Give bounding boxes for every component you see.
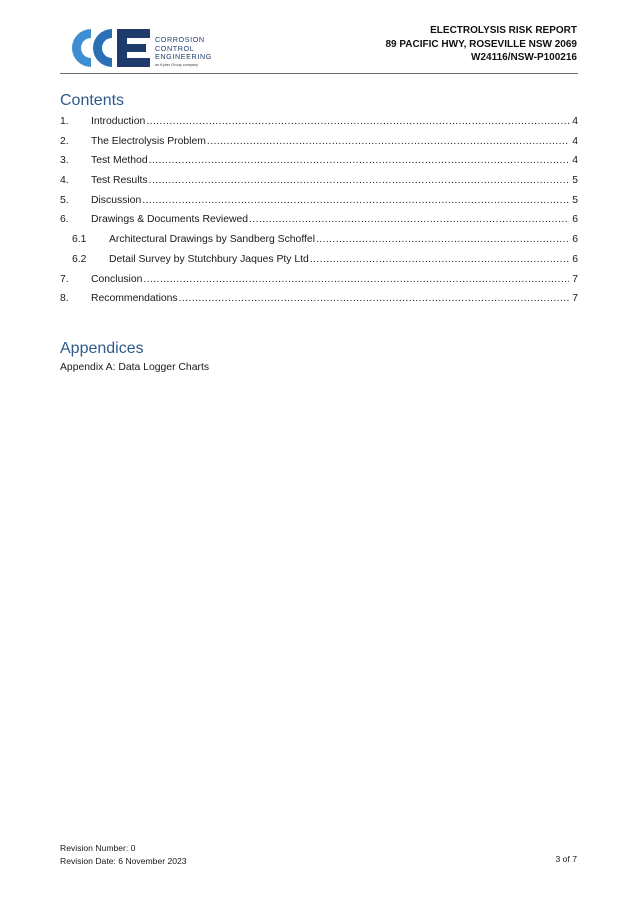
toc-number: 6. xyxy=(60,214,69,226)
page-footer-revision xyxy=(60,842,187,867)
appendix-item: Appendix A: Data Logger Charts xyxy=(60,362,210,373)
toc-subentry[interactable] xyxy=(60,230,578,250)
logo-tagline: an Kyber Group company xyxy=(155,62,199,67)
toc-leader-dots xyxy=(142,191,569,211)
company-logo xyxy=(70,25,210,71)
report-address: 89 PACIFIC HWY, ROSEVILLE NSW 2069 xyxy=(385,38,577,50)
toc-leader-dots xyxy=(143,270,569,290)
toc-leader-dots xyxy=(149,151,570,171)
toc-title: Introduction xyxy=(91,116,146,127)
report-header-info xyxy=(385,24,577,65)
toc-title: Detail Survey by Stutchbury Jaques Pty Ltd xyxy=(109,253,309,265)
toc-page: 4 xyxy=(572,135,578,147)
toc-number: 6.1 xyxy=(72,234,87,246)
cce-logo-icon xyxy=(70,25,150,71)
toc-entry[interactable] xyxy=(60,210,578,230)
toc-number: 3. xyxy=(60,155,69,167)
toc-title: Test Method xyxy=(91,155,148,167)
toc-leader-dots xyxy=(316,230,569,250)
appendices-heading: Appendices xyxy=(60,340,144,357)
toc-entry[interactable] xyxy=(60,289,578,309)
toc-title: Drawings & Documents Reviewed xyxy=(91,214,249,226)
toc-entry[interactable] xyxy=(60,171,578,191)
toc-leader-dots xyxy=(146,112,569,132)
toc-leader-dots xyxy=(249,210,569,230)
logo-line-1: CORROSION xyxy=(155,35,205,44)
revision-date: Revision Date: 6 November 2023 xyxy=(60,855,187,866)
toc-page: 7 xyxy=(572,293,578,305)
toc-title: Test Results xyxy=(91,175,148,187)
logo-wordmark xyxy=(155,36,212,68)
report-title: ELECTROLYSIS RISK REPORT xyxy=(430,25,577,36)
contents-heading: Contents xyxy=(60,92,125,109)
toc-subentry[interactable] xyxy=(60,250,578,270)
toc-entry[interactable] xyxy=(60,191,578,211)
toc-title: Discussion xyxy=(91,194,142,206)
toc-page: 4 xyxy=(572,116,578,127)
toc-entry[interactable] xyxy=(60,270,578,290)
toc-page: 7 xyxy=(572,273,578,285)
header-divider xyxy=(60,73,578,74)
revision-number: Revision Number: 0 xyxy=(60,843,136,853)
toc-number: 7. xyxy=(60,273,69,285)
toc-number: 8. xyxy=(60,293,69,305)
toc-leader-dots xyxy=(310,250,569,270)
table-of-contents xyxy=(60,112,578,309)
toc-page: 6 xyxy=(572,214,578,226)
toc-entry[interactable] xyxy=(60,112,578,132)
page-header xyxy=(60,22,577,74)
toc-leader-dots xyxy=(179,289,570,309)
report-reference: W24116/NSW-P100216 xyxy=(471,52,577,64)
toc-page: 6 xyxy=(572,234,578,246)
toc-number: 4. xyxy=(60,175,69,187)
toc-title: Architectural Drawings by Sandberg Schoffel xyxy=(109,234,315,246)
toc-page: 5 xyxy=(572,175,578,187)
toc-title: Recommendations xyxy=(91,293,178,305)
toc-leader-dots xyxy=(149,171,570,191)
toc-leader-dots xyxy=(207,132,569,152)
toc-title: Conclusion xyxy=(91,273,143,285)
logo-line-3: ENGINEERING xyxy=(155,52,212,62)
toc-page: 6 xyxy=(572,253,578,265)
page-indicator: 3 of 7 xyxy=(555,854,577,864)
toc-page: 4 xyxy=(572,155,578,167)
toc-number: 1. xyxy=(60,116,69,127)
toc-entry[interactable] xyxy=(60,151,578,171)
logo-line-2: CONTROL xyxy=(155,43,195,53)
toc-number: 5. xyxy=(60,194,69,206)
toc-number: 2. xyxy=(60,135,69,147)
toc-entry[interactable] xyxy=(60,132,578,152)
toc-title: The Electrolysis Problem xyxy=(91,135,206,147)
toc-number: 6.2 xyxy=(72,253,87,265)
toc-page: 5 xyxy=(572,194,578,206)
